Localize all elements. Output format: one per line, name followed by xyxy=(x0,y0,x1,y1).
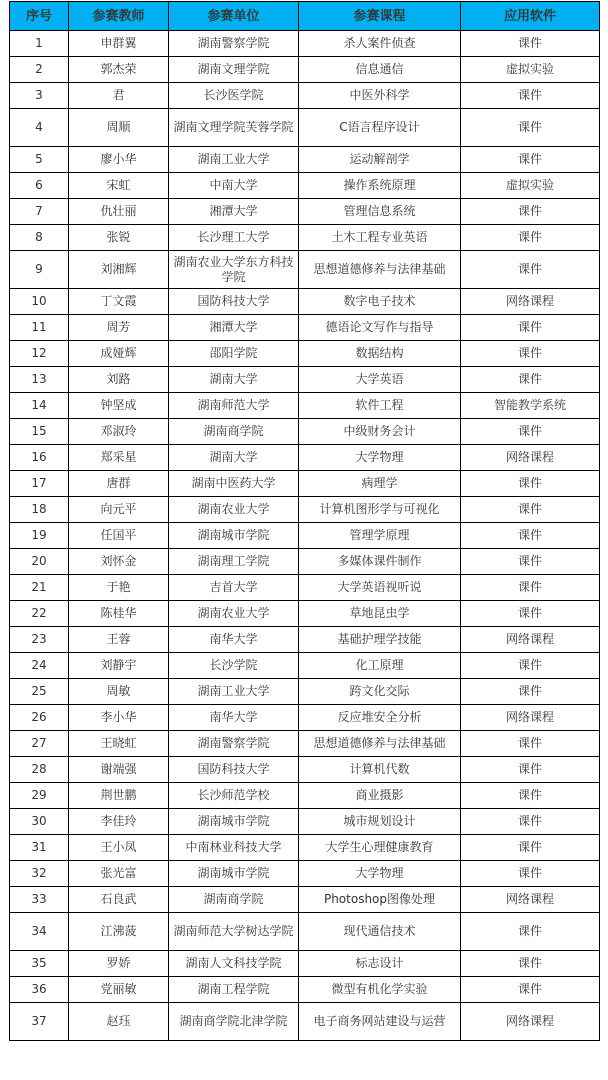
cell-teacher: 君 xyxy=(69,83,169,109)
table-row xyxy=(10,861,600,887)
cell-unit: 湖南城市学院 xyxy=(169,523,299,549)
cell-unit: 湖南工程学院 xyxy=(169,977,299,1003)
cell-unit: 湖南文理学院 xyxy=(169,57,299,83)
cell-course: 数字电子技术 xyxy=(299,289,461,315)
cell-unit: 长沙师范学校 xyxy=(169,783,299,809)
cell-app: 网络课程 xyxy=(461,887,600,913)
cell-unit: 湖南中医药大学 xyxy=(169,471,299,497)
cell-course: 微型有机化学实验 xyxy=(299,977,461,1003)
header-app: 应用软件 xyxy=(461,2,600,31)
cell-teacher: 唐群 xyxy=(69,471,169,497)
cell-no: 1 xyxy=(10,31,69,57)
table-row xyxy=(10,887,600,913)
cell-teacher: 于艳 xyxy=(69,575,169,601)
cell-no: 12 xyxy=(10,341,69,367)
cell-app: 课件 xyxy=(461,679,600,705)
cell-unit: 国防科技大学 xyxy=(169,289,299,315)
cell-course: 草地昆虫学 xyxy=(299,601,461,627)
table-row xyxy=(10,419,600,445)
cell-course: 大学生心理健康教育 xyxy=(299,835,461,861)
table-row xyxy=(10,367,600,393)
cell-course: 现代通信技术 xyxy=(299,913,461,951)
cell-app: 课件 xyxy=(461,731,600,757)
cell-unit: 湖南工业大学 xyxy=(169,147,299,173)
cell-course: 大学物理 xyxy=(299,861,461,887)
contest-results-table xyxy=(9,1,600,1041)
cell-unit: 湖南理工学院 xyxy=(169,549,299,575)
cell-app: 课件 xyxy=(461,951,600,977)
cell-course: 操作系统原理 xyxy=(299,173,461,199)
cell-course: 基础护理学技能 xyxy=(299,627,461,653)
cell-course: Photoshop图像处理 xyxy=(299,887,461,913)
header-teacher: 参赛教师 xyxy=(69,2,169,31)
cell-no: 34 xyxy=(10,913,69,951)
cell-teacher: 钟坚成 xyxy=(69,393,169,419)
cell-no: 21 xyxy=(10,575,69,601)
cell-unit: 中南林业科技大学 xyxy=(169,835,299,861)
header-course: 参赛课程 xyxy=(299,2,461,31)
cell-teacher: 谢端强 xyxy=(69,757,169,783)
table-row xyxy=(10,1003,600,1041)
cell-course: C语言程序设计 xyxy=(299,109,461,147)
table-row xyxy=(10,951,600,977)
table-row xyxy=(10,627,600,653)
table-row xyxy=(10,977,600,1003)
table-row xyxy=(10,251,600,289)
cell-unit: 湖南人文科技学院 xyxy=(169,951,299,977)
cell-course: 管理学原理 xyxy=(299,523,461,549)
cell-teacher: 刘怀金 xyxy=(69,549,169,575)
cell-no: 5 xyxy=(10,147,69,173)
cell-app: 课件 xyxy=(461,523,600,549)
cell-teacher: 石良武 xyxy=(69,887,169,913)
cell-app: 课件 xyxy=(461,757,600,783)
cell-teacher: 宋虹 xyxy=(69,173,169,199)
cell-unit: 湖南师范大学 xyxy=(169,393,299,419)
cell-teacher: 党丽敏 xyxy=(69,977,169,1003)
cell-course: 跨文化交际 xyxy=(299,679,461,705)
cell-no: 4 xyxy=(10,109,69,147)
cell-app: 课件 xyxy=(461,83,600,109)
cell-app: 虚拟实验 xyxy=(461,173,600,199)
cell-unit: 长沙理工大学 xyxy=(169,225,299,251)
cell-no: 27 xyxy=(10,731,69,757)
cell-unit: 国防科技大学 xyxy=(169,757,299,783)
header-row xyxy=(10,2,600,31)
cell-app: 智能教学系统 xyxy=(461,393,600,419)
header-unit: 参赛单位 xyxy=(169,2,299,31)
cell-no: 36 xyxy=(10,977,69,1003)
cell-app: 课件 xyxy=(461,341,600,367)
cell-course: 中医外科学 xyxy=(299,83,461,109)
cell-app: 课件 xyxy=(461,861,600,887)
table-row xyxy=(10,497,600,523)
cell-no: 33 xyxy=(10,887,69,913)
cell-teacher: 刘路 xyxy=(69,367,169,393)
cell-no: 31 xyxy=(10,835,69,861)
table-row xyxy=(10,601,600,627)
cell-course: 德语论文写作与指导 xyxy=(299,315,461,341)
cell-course: 计算机代数 xyxy=(299,757,461,783)
cell-app: 网络课程 xyxy=(461,445,600,471)
cell-unit: 南华大学 xyxy=(169,705,299,731)
cell-course: 土木工程专业英语 xyxy=(299,225,461,251)
table-row xyxy=(10,315,600,341)
cell-teacher: 周敏 xyxy=(69,679,169,705)
header-no: 序号 xyxy=(10,2,69,31)
cell-unit: 湖南城市学院 xyxy=(169,861,299,887)
cell-no: 35 xyxy=(10,951,69,977)
cell-app: 课件 xyxy=(461,575,600,601)
table-row xyxy=(10,109,600,147)
table-row xyxy=(10,289,600,315)
cell-teacher: 任国平 xyxy=(69,523,169,549)
cell-teacher: 仇壮丽 xyxy=(69,199,169,225)
cell-no: 28 xyxy=(10,757,69,783)
table-row xyxy=(10,199,600,225)
cell-course: 电子商务网站建设与运营 xyxy=(299,1003,461,1041)
cell-app: 虚拟实验 xyxy=(461,57,600,83)
table-row xyxy=(10,913,600,951)
cell-teacher: 王晓虹 xyxy=(69,731,169,757)
cell-no: 23 xyxy=(10,627,69,653)
cell-app: 课件 xyxy=(461,31,600,57)
cell-app: 课件 xyxy=(461,653,600,679)
cell-unit: 南华大学 xyxy=(169,627,299,653)
cell-course: 计算机图形学与可视化 xyxy=(299,497,461,523)
cell-course: 病理学 xyxy=(299,471,461,497)
cell-unit: 湘潭大学 xyxy=(169,315,299,341)
cell-no: 17 xyxy=(10,471,69,497)
cell-no: 16 xyxy=(10,445,69,471)
cell-no: 11 xyxy=(10,315,69,341)
cell-app: 课件 xyxy=(461,225,600,251)
cell-no: 22 xyxy=(10,601,69,627)
cell-course: 大学英语视听说 xyxy=(299,575,461,601)
table-row xyxy=(10,809,600,835)
cell-teacher: 周顺 xyxy=(69,109,169,147)
cell-no: 9 xyxy=(10,251,69,289)
cell-teacher: 刘湘辉 xyxy=(69,251,169,289)
cell-unit: 湖南城市学院 xyxy=(169,809,299,835)
table-row xyxy=(10,83,600,109)
table-row xyxy=(10,173,600,199)
table-row xyxy=(10,471,600,497)
cell-teacher: 廖小华 xyxy=(69,147,169,173)
cell-course: 杀人案件侦查 xyxy=(299,31,461,57)
cell-teacher: 郭杰荣 xyxy=(69,57,169,83)
cell-unit: 湖南商学院 xyxy=(169,419,299,445)
cell-unit: 湖南文理学院芙蓉学院 xyxy=(169,109,299,147)
cell-unit: 长沙学院 xyxy=(169,653,299,679)
cell-no: 29 xyxy=(10,783,69,809)
cell-no: 15 xyxy=(10,419,69,445)
cell-no: 25 xyxy=(10,679,69,705)
cell-course: 思想道德修养与法律基础 xyxy=(299,731,461,757)
cell-teacher: 江沸菠 xyxy=(69,913,169,951)
cell-teacher: 丁文霞 xyxy=(69,289,169,315)
contest-table-container xyxy=(9,1,599,1041)
cell-course: 大学物理 xyxy=(299,445,461,471)
cell-no: 7 xyxy=(10,199,69,225)
cell-app: 课件 xyxy=(461,497,600,523)
cell-unit: 湘潭大学 xyxy=(169,199,299,225)
cell-unit: 湖南警察学院 xyxy=(169,31,299,57)
cell-teacher: 罗娇 xyxy=(69,951,169,977)
cell-no: 32 xyxy=(10,861,69,887)
cell-app: 课件 xyxy=(461,835,600,861)
cell-no: 37 xyxy=(10,1003,69,1041)
cell-course: 标志设计 xyxy=(299,951,461,977)
cell-teacher: 张锐 xyxy=(69,225,169,251)
cell-unit: 湖南大学 xyxy=(169,445,299,471)
cell-app: 网络课程 xyxy=(461,627,600,653)
table-row xyxy=(10,835,600,861)
cell-teacher: 李小华 xyxy=(69,705,169,731)
cell-course: 运动解剖学 xyxy=(299,147,461,173)
cell-unit: 湖南农业大学东方科技学院 xyxy=(169,251,299,289)
cell-no: 18 xyxy=(10,497,69,523)
cell-app: 网络课程 xyxy=(461,1003,600,1041)
cell-app: 课件 xyxy=(461,147,600,173)
cell-teacher: 陈桂华 xyxy=(69,601,169,627)
cell-app: 课件 xyxy=(461,601,600,627)
cell-app: 课件 xyxy=(461,809,600,835)
table-row xyxy=(10,653,600,679)
table-row xyxy=(10,731,600,757)
table-body xyxy=(10,31,600,1041)
table-row xyxy=(10,575,600,601)
cell-course: 管理信息系统 xyxy=(299,199,461,225)
cell-course: 化工原理 xyxy=(299,653,461,679)
cell-teacher: 王蓉 xyxy=(69,627,169,653)
cell-app: 课件 xyxy=(461,977,600,1003)
cell-app: 课件 xyxy=(461,419,600,445)
cell-no: 13 xyxy=(10,367,69,393)
cell-no: 19 xyxy=(10,523,69,549)
cell-app: 课件 xyxy=(461,315,600,341)
cell-unit: 吉首大学 xyxy=(169,575,299,601)
cell-no: 26 xyxy=(10,705,69,731)
cell-course: 中级财务会计 xyxy=(299,419,461,445)
cell-course: 多媒体课件制作 xyxy=(299,549,461,575)
cell-teacher: 成娅辉 xyxy=(69,341,169,367)
cell-unit: 湖南商学院北津学院 xyxy=(169,1003,299,1041)
table-row xyxy=(10,757,600,783)
cell-teacher: 申群翼 xyxy=(69,31,169,57)
cell-app: 网络课程 xyxy=(461,289,600,315)
cell-app: 课件 xyxy=(461,549,600,575)
cell-no: 2 xyxy=(10,57,69,83)
cell-teacher: 郑采星 xyxy=(69,445,169,471)
cell-no: 30 xyxy=(10,809,69,835)
table-row xyxy=(10,393,600,419)
cell-app: 课件 xyxy=(461,109,600,147)
cell-course: 大学英语 xyxy=(299,367,461,393)
cell-course: 数据结构 xyxy=(299,341,461,367)
cell-unit: 中南大学 xyxy=(169,173,299,199)
cell-course: 商业摄影 xyxy=(299,783,461,809)
cell-teacher: 王小凤 xyxy=(69,835,169,861)
cell-unit: 湖南警察学院 xyxy=(169,731,299,757)
cell-app: 课件 xyxy=(461,251,600,289)
cell-no: 8 xyxy=(10,225,69,251)
cell-app: 网络课程 xyxy=(461,705,600,731)
table-row xyxy=(10,445,600,471)
cell-app: 课件 xyxy=(461,367,600,393)
cell-unit: 邵阳学院 xyxy=(169,341,299,367)
cell-course: 信息通信 xyxy=(299,57,461,83)
cell-teacher: 李佳玲 xyxy=(69,809,169,835)
table-row xyxy=(10,679,600,705)
cell-course: 思想道德修养与法律基础 xyxy=(299,251,461,289)
cell-teacher: 周芳 xyxy=(69,315,169,341)
cell-teacher: 赵珏 xyxy=(69,1003,169,1041)
cell-app: 课件 xyxy=(461,199,600,225)
cell-teacher: 荆世鹏 xyxy=(69,783,169,809)
cell-teacher: 刘静宇 xyxy=(69,653,169,679)
cell-no: 14 xyxy=(10,393,69,419)
cell-no: 3 xyxy=(10,83,69,109)
cell-app: 课件 xyxy=(461,783,600,809)
cell-course: 城市规划设计 xyxy=(299,809,461,835)
table-header xyxy=(10,2,600,31)
table-row xyxy=(10,549,600,575)
cell-no: 10 xyxy=(10,289,69,315)
table-row xyxy=(10,225,600,251)
cell-teacher: 向元平 xyxy=(69,497,169,523)
cell-app: 课件 xyxy=(461,913,600,951)
cell-teacher: 张光富 xyxy=(69,861,169,887)
cell-course: 反应堆安全分析 xyxy=(299,705,461,731)
cell-course: 软件工程 xyxy=(299,393,461,419)
cell-app: 课件 xyxy=(461,471,600,497)
cell-no: 24 xyxy=(10,653,69,679)
cell-no: 20 xyxy=(10,549,69,575)
cell-unit: 湖南师范大学树达学院 xyxy=(169,913,299,951)
cell-unit: 湖南农业大学 xyxy=(169,601,299,627)
table-row xyxy=(10,341,600,367)
cell-unit: 湖南商学院 xyxy=(169,887,299,913)
table-row xyxy=(10,147,600,173)
cell-no: 6 xyxy=(10,173,69,199)
cell-unit: 湖南农业大学 xyxy=(169,497,299,523)
table-row xyxy=(10,523,600,549)
table-row xyxy=(10,57,600,83)
table-row xyxy=(10,31,600,57)
cell-unit: 湖南大学 xyxy=(169,367,299,393)
table-row xyxy=(10,783,600,809)
cell-unit: 长沙医学院 xyxy=(169,83,299,109)
cell-unit: 湖南工业大学 xyxy=(169,679,299,705)
cell-teacher: 邓淑玲 xyxy=(69,419,169,445)
table-row xyxy=(10,705,600,731)
